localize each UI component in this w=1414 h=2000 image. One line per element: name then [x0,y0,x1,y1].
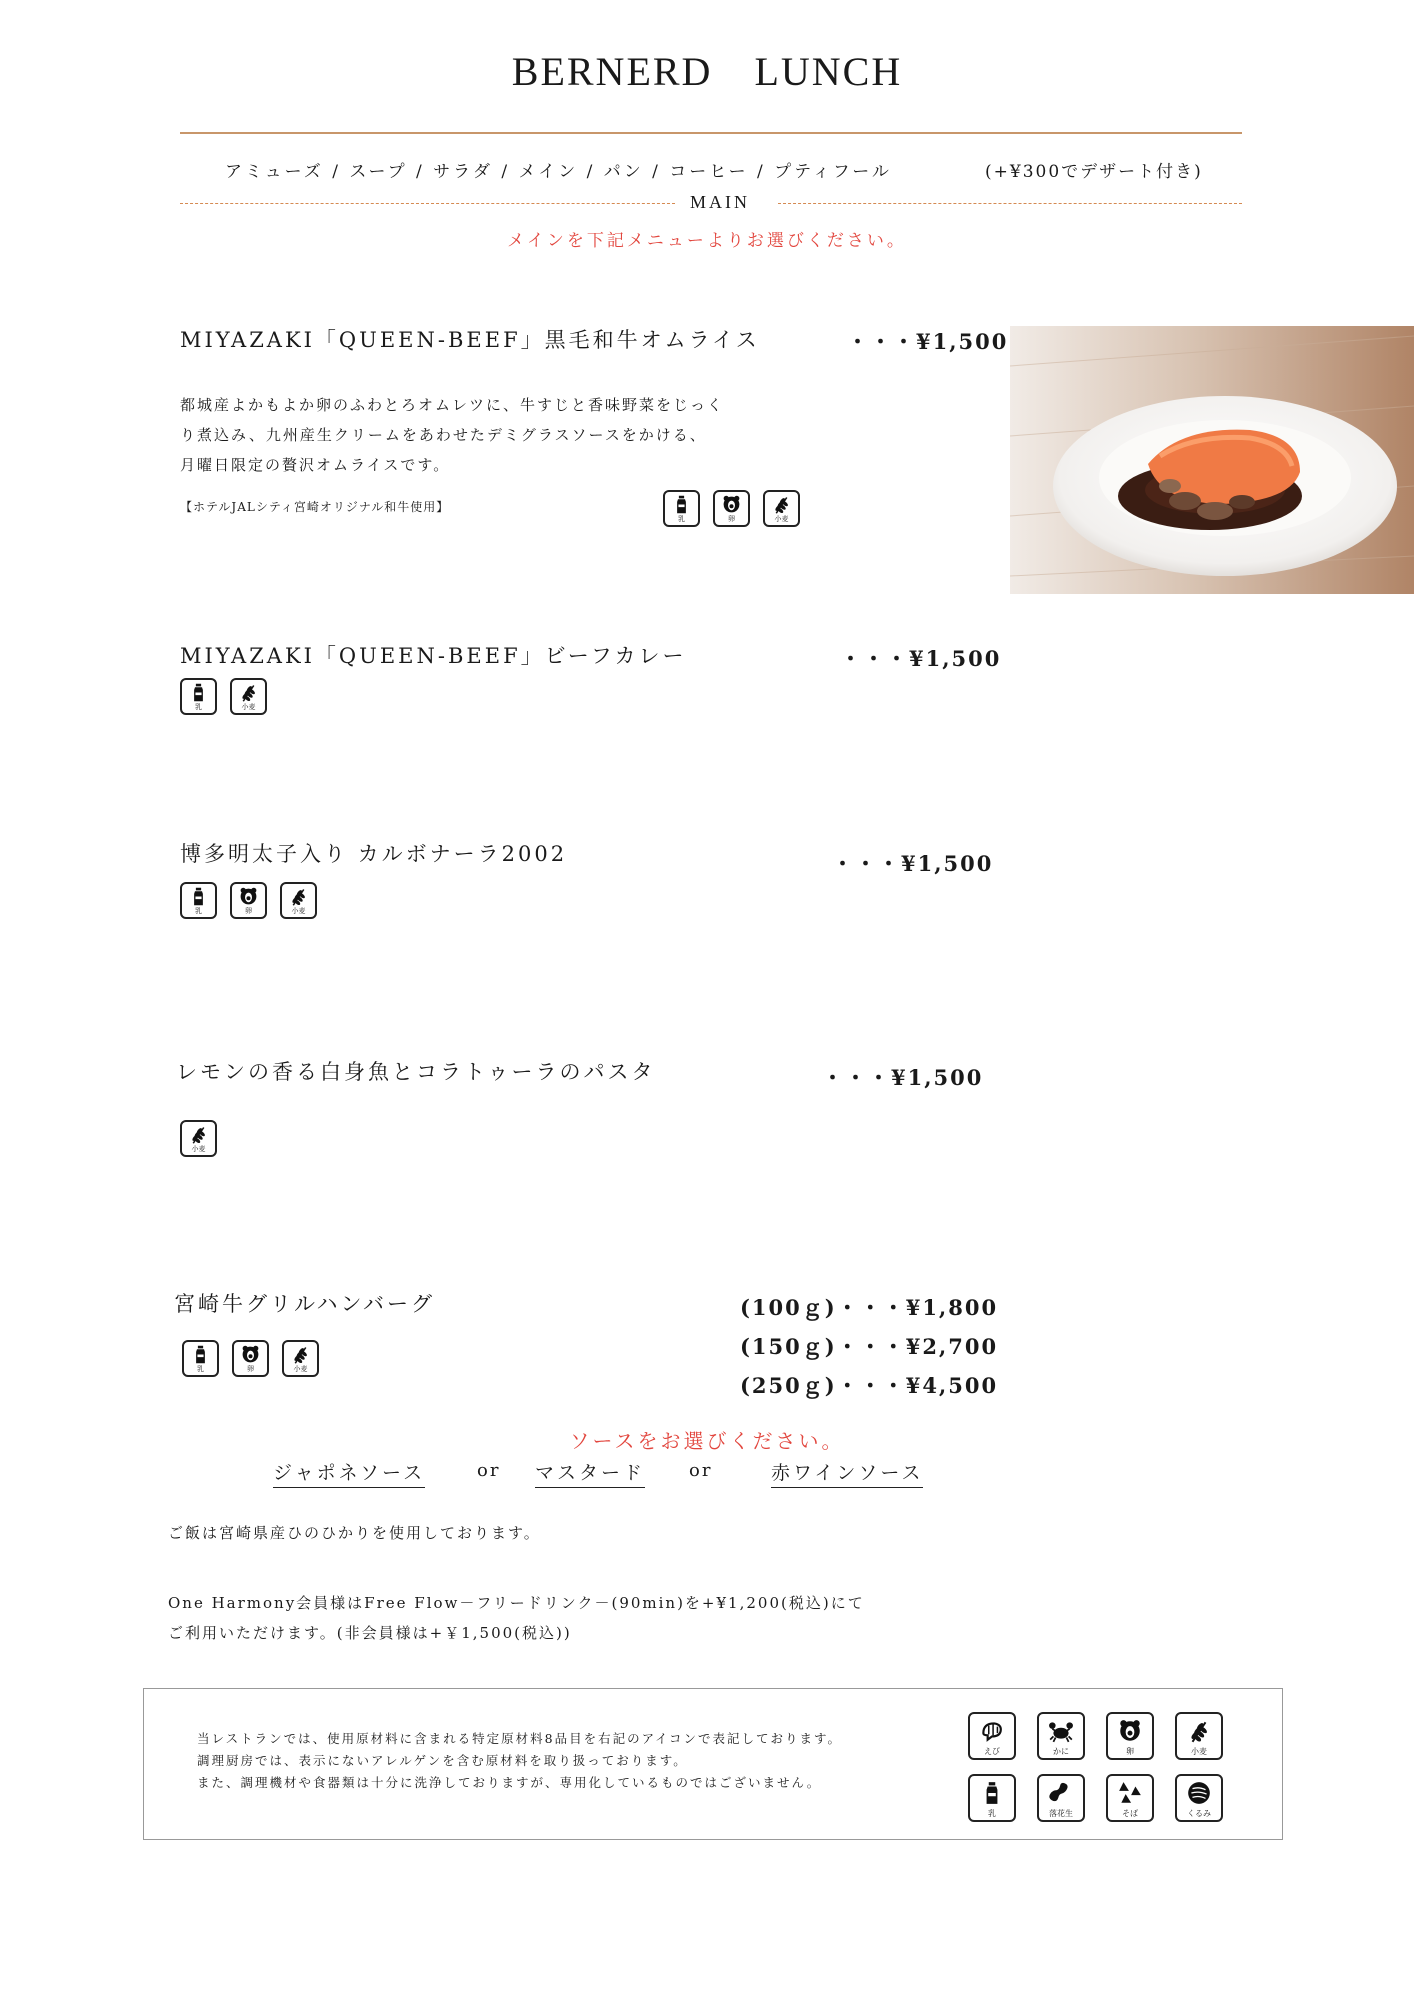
allergen-legend [968,1712,1223,1822]
egg-allergen-icon [713,490,750,527]
milk-icon [665,494,698,515]
rice-note: ご飯は宮崎県産ひのひかりを使用しております。 [168,1524,541,1542]
section-divider-left [180,203,675,204]
sauce-option-mustard: マスタード [535,1458,645,1488]
wheat-allergen-icon [230,678,267,715]
wheat-icon [282,886,315,907]
allergen-label: くるみ [1187,1809,1211,1818]
sauce-option-japonais: ジャポネソース [273,1458,425,1488]
wheat-icon [1177,1718,1221,1744]
menu-item-price: (250ｇ)・・・¥4,500 [740,1373,999,1398]
omurice-photo [1010,326,1414,594]
allergen-label: 乳 [988,1809,996,1818]
allergen-icons [180,678,267,715]
allergen-label: 落花生 [1049,1809,1073,1818]
menu-item-price: ・・・¥1,500 [847,329,1009,354]
allergen-label: 卵 [728,515,735,523]
allergen-label: 乳 [195,907,202,915]
description-line: 月曜日限定の贅沢オムライスです。 [180,456,451,474]
walnut-allergen-icon [1175,1774,1223,1822]
member-note-line: One Harmony会員様はFree Flow－フリードリンク－(90min)を+¥1,200(税込)にて [168,1594,865,1612]
egg-icon [715,494,748,515]
sauce-instruction: ソースをお選びください。 [569,1429,845,1453]
allergen-label: 小麦 [291,907,306,915]
wheat-icon [765,494,798,515]
allergen-label: 卵 [1126,1747,1134,1756]
section-label: MAIN [690,192,750,212]
milk-icon [184,1344,217,1365]
menu-item-price: ・・・¥1,500 [840,646,1002,671]
peanut-allergen-icon [1037,1774,1085,1822]
allergen-label: 卵 [247,1365,254,1373]
or-separator: or [689,1460,713,1481]
buckwheat-icon [1108,1780,1152,1806]
wheat-icon [232,682,265,703]
egg-icon [232,886,265,907]
description-line: り煮込み、九州産生クリームをあわせたデミグラスソースをかける、 [180,426,707,444]
member-note [168,1588,865,1648]
select-instruction: メインを下記メニューよりお選びください。 [507,231,907,251]
or-separator: or [477,1460,501,1481]
peanut-icon [1039,1780,1083,1806]
milk-icon [970,1780,1014,1806]
menu-item-price: (100ｇ)・・・¥1,800 [740,1295,999,1320]
allergen-label: 小麦 [191,1145,206,1153]
egg-allergen-icon [232,1340,269,1377]
milk-allergen-icon [663,490,700,527]
wheat-allergen-icon [1175,1712,1223,1760]
walnut-icon [1177,1780,1221,1806]
allergen-info-line: 当レストランでは、使用原材料に含まれる特定原材料8品目を右記のアイコンで表記しております。 [197,1731,842,1746]
milk-icon [182,886,215,907]
allergen-info-line: 調理厨房では、表示にないアレルゲンを含む原材料を取り扱っております。 [197,1753,688,1768]
description-line: 都城産よかもよか卵のふわとろオムレツに、牛すじと香味野菜をじっく [180,396,725,414]
section-divider-right [778,203,1242,204]
allergen-label: そば [1122,1809,1138,1818]
milk-icon [182,682,215,703]
wheat-allergen-icon [282,1340,319,1377]
menu-item-name: MIYAZAKI「QUEEN-BEEF」ビーフカレー [180,644,687,668]
crab-allergen-icon [1037,1712,1085,1760]
allergen-label: 小麦 [241,703,256,711]
allergen-label: 小麦 [293,1365,308,1373]
egg-allergen-icon [1106,1712,1154,1760]
allergen-icons [663,490,800,527]
allergen-icons [182,1340,319,1377]
shrimp-icon [970,1718,1014,1744]
member-note-line: ご利用いただけます。(非会員様は+￥1,500(税込)) [168,1624,572,1642]
allergen-label: えび [984,1747,1000,1756]
wheat-allergen-icon [180,1120,217,1157]
menu-item-name: 博多明太子入り カルボナーラ2002 [180,842,568,866]
page-title: BERNERD LUNCH [511,49,903,94]
menu-item-name: 宮崎牛グリルハンバーグ [174,1292,436,1316]
menu-item-description [180,390,820,480]
allergen-icons [180,1120,217,1157]
egg-icon [1108,1718,1152,1744]
shrimp-allergen-icon [968,1712,1016,1760]
menu-item-name: MIYAZAKI「QUEEN-BEEF」黒毛和牛オムライス [180,328,760,352]
milk-allergen-icon [180,678,217,715]
allergen-label: 乳 [197,1365,204,1373]
menu-item-name: レモンの香る白身魚とコラトゥーラのパスタ [176,1060,656,1084]
dessert-note: (+¥300でデザート付き) [985,162,1203,182]
allergen-label: 小麦 [774,515,789,523]
sauce-option-red-wine: 赤ワインソース [771,1458,923,1488]
wheat-allergen-icon [763,490,800,527]
milk-allergen-icon [182,1340,219,1377]
allergen-label: 小麦 [1191,1747,1207,1756]
beef-origin-note: 【ホテルJALシティ宮崎オリジナル和牛使用】 [180,500,450,514]
course-items: アミューズ / スープ / サラダ / メイン / パン / コーヒー / プティフール [225,162,892,182]
egg-icon [234,1344,267,1365]
wheat-icon [284,1344,317,1365]
milk-allergen-icon [968,1774,1016,1822]
menu-item-price: ・・・¥1,500 [832,851,994,876]
milk-allergen-icon [180,882,217,919]
egg-allergen-icon [230,882,267,919]
allergen-info-line: また、調理機材や食器類は十分に洗浄しておりますが、専用化しているものではございません。 [197,1775,822,1790]
allergen-label: 乳 [678,515,685,523]
crab-icon [1039,1718,1083,1744]
buckwheat-allergen-icon [1106,1774,1154,1822]
title-divider [180,132,1242,134]
allergen-info-text [197,1728,842,1794]
menu-item-price: ・・・¥1,500 [822,1065,984,1090]
allergen-label: かに [1053,1747,1069,1756]
wheat-allergen-icon [280,882,317,919]
allergen-label: 卵 [245,907,252,915]
menu-item-price: (150ｇ)・・・¥2,700 [740,1334,999,1359]
allergen-label: 乳 [195,703,202,711]
allergen-icons [180,882,317,919]
wheat-icon [182,1124,215,1145]
